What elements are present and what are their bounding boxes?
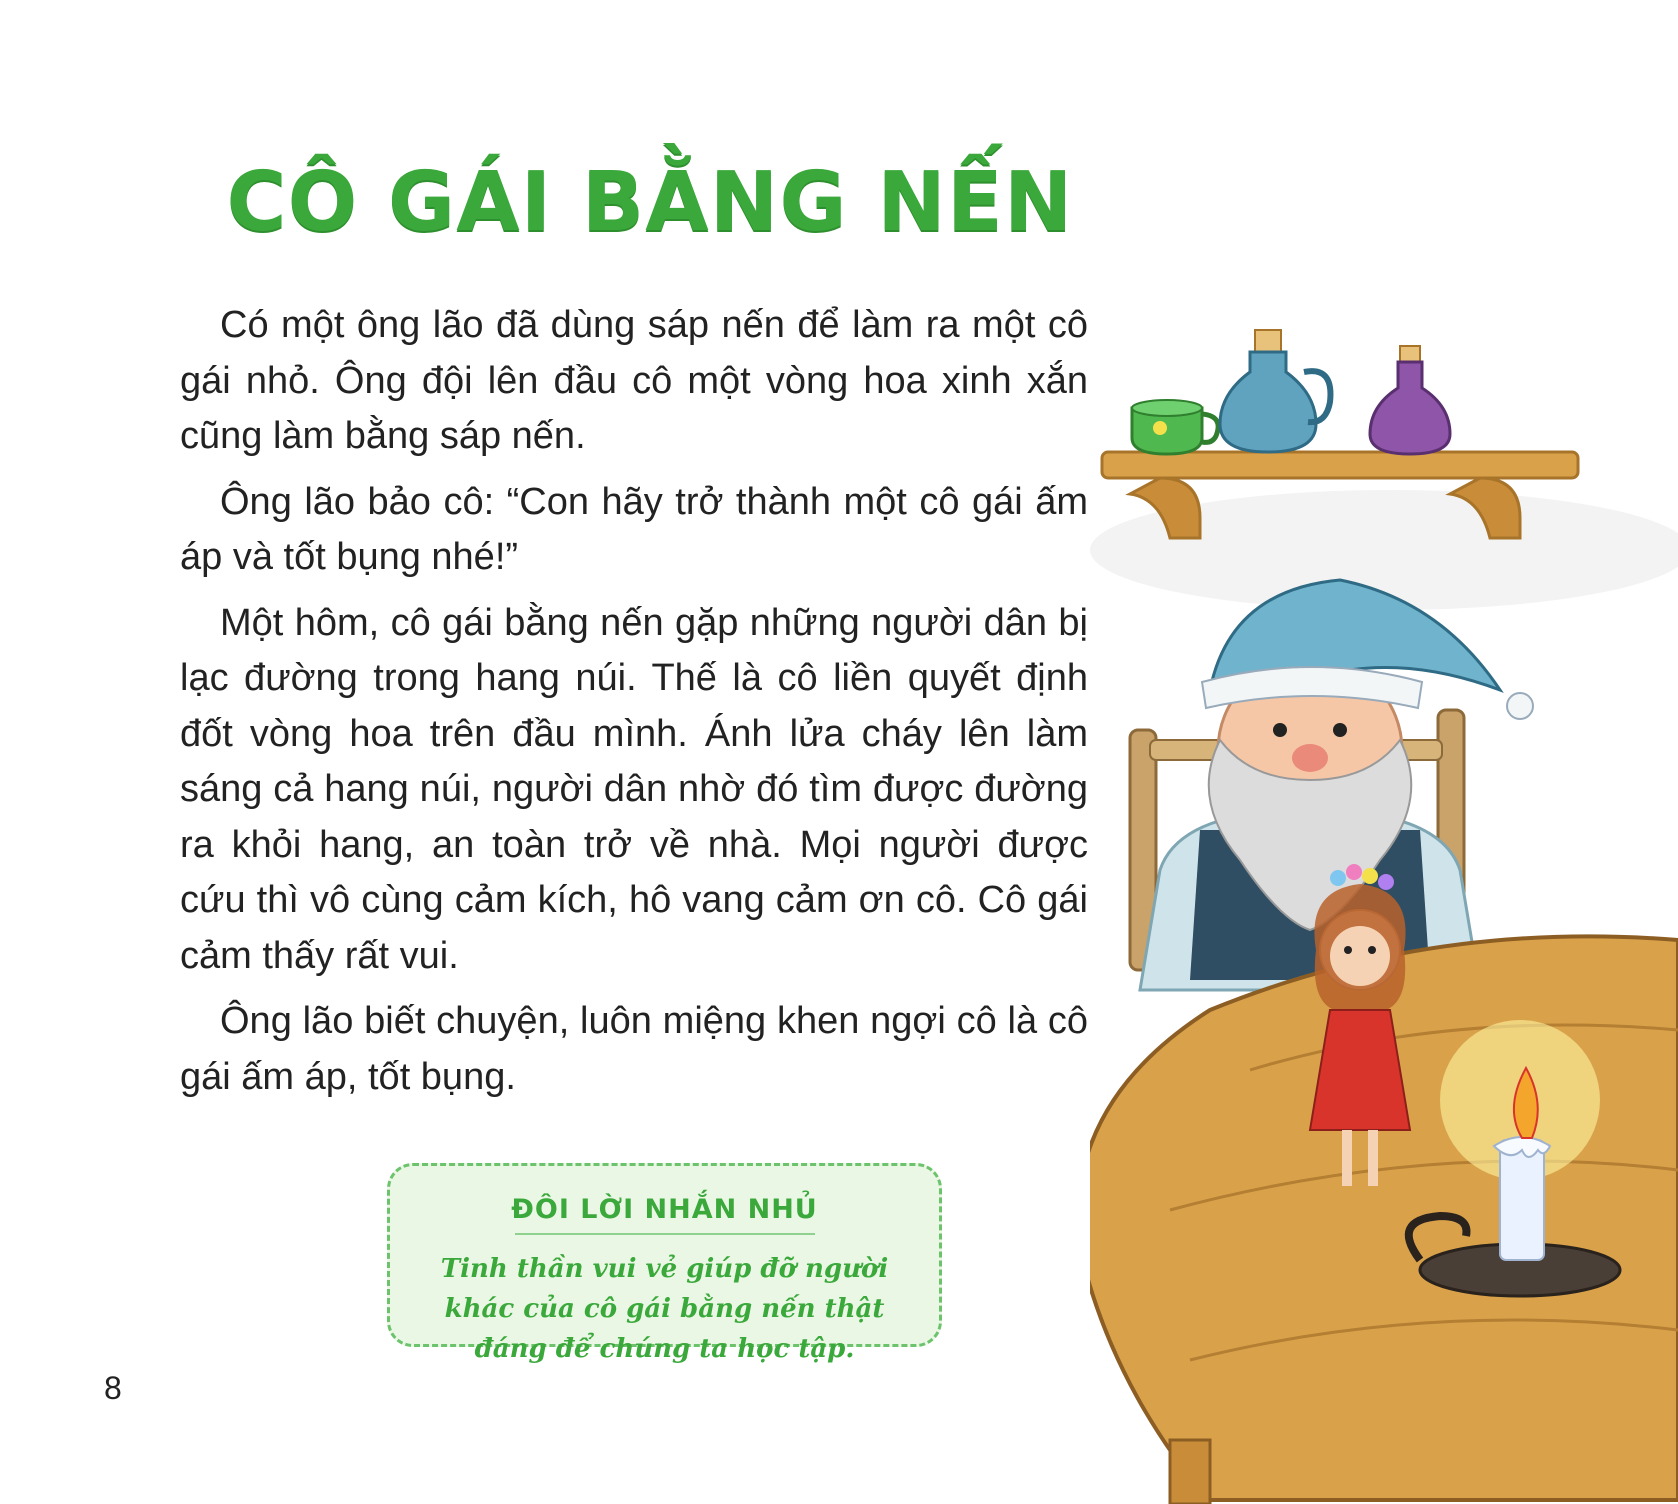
story-illustration	[1090, 310, 1678, 1504]
story-paragraph: Ông lão bảo cô: “Con hãy trở thành một cô gái ấm áp và tốt bụng nhé!”	[180, 480, 1088, 578]
story-title: CÔ GÁI BẰNG NẾN	[226, 155, 1074, 250]
advice-divider	[515, 1233, 815, 1235]
candle	[1494, 1137, 1550, 1260]
page-number: 8	[104, 1370, 122, 1406]
story-paragraph: Có một ông lão đã dùng sáp nến để làm ra một cô gái nhỏ. Ông đội lên đầu cô một vòng hoa xinh xắn cũng làm bằng sáp nến.	[180, 304, 1088, 457]
story-body	[180, 298, 1088, 1115]
advice-box	[387, 1163, 942, 1364]
story-paragraph: Một hôm, cô gái bằng nến gặp những người dân bị lạc đường trong hang núi. Thế là cô liền quyết định đốt vòng hoa trên đầu mình. Ánh lửa cháy lên làm sáng cả hang núi, người dân nhờ đó tìm được đường ra khỏi hang, an toàn trở về nhà. Mọi người được cứu thì vô cùng cảm kích, hô vang cảm ơn cô. Cô gái cảm thấy rất vui.	[180, 601, 1088, 977]
advice-title: ĐÔI LỜI NHẮN NHỦ	[511, 1194, 818, 1225]
story-paragraph: Ông lão biết chuyện, luôn miệng khen ngợi cô là cô gái ấm áp, tốt bụng.	[180, 1000, 1088, 1098]
purple-bottle	[1370, 346, 1450, 454]
advice-text: Tinh thần vui vẻ giúp đỡ người khác của cô gái bằng nến thật đáng để chúng ta học tập.	[440, 1254, 889, 1364]
blue-jug	[1220, 330, 1330, 452]
green-cup	[1132, 400, 1218, 454]
